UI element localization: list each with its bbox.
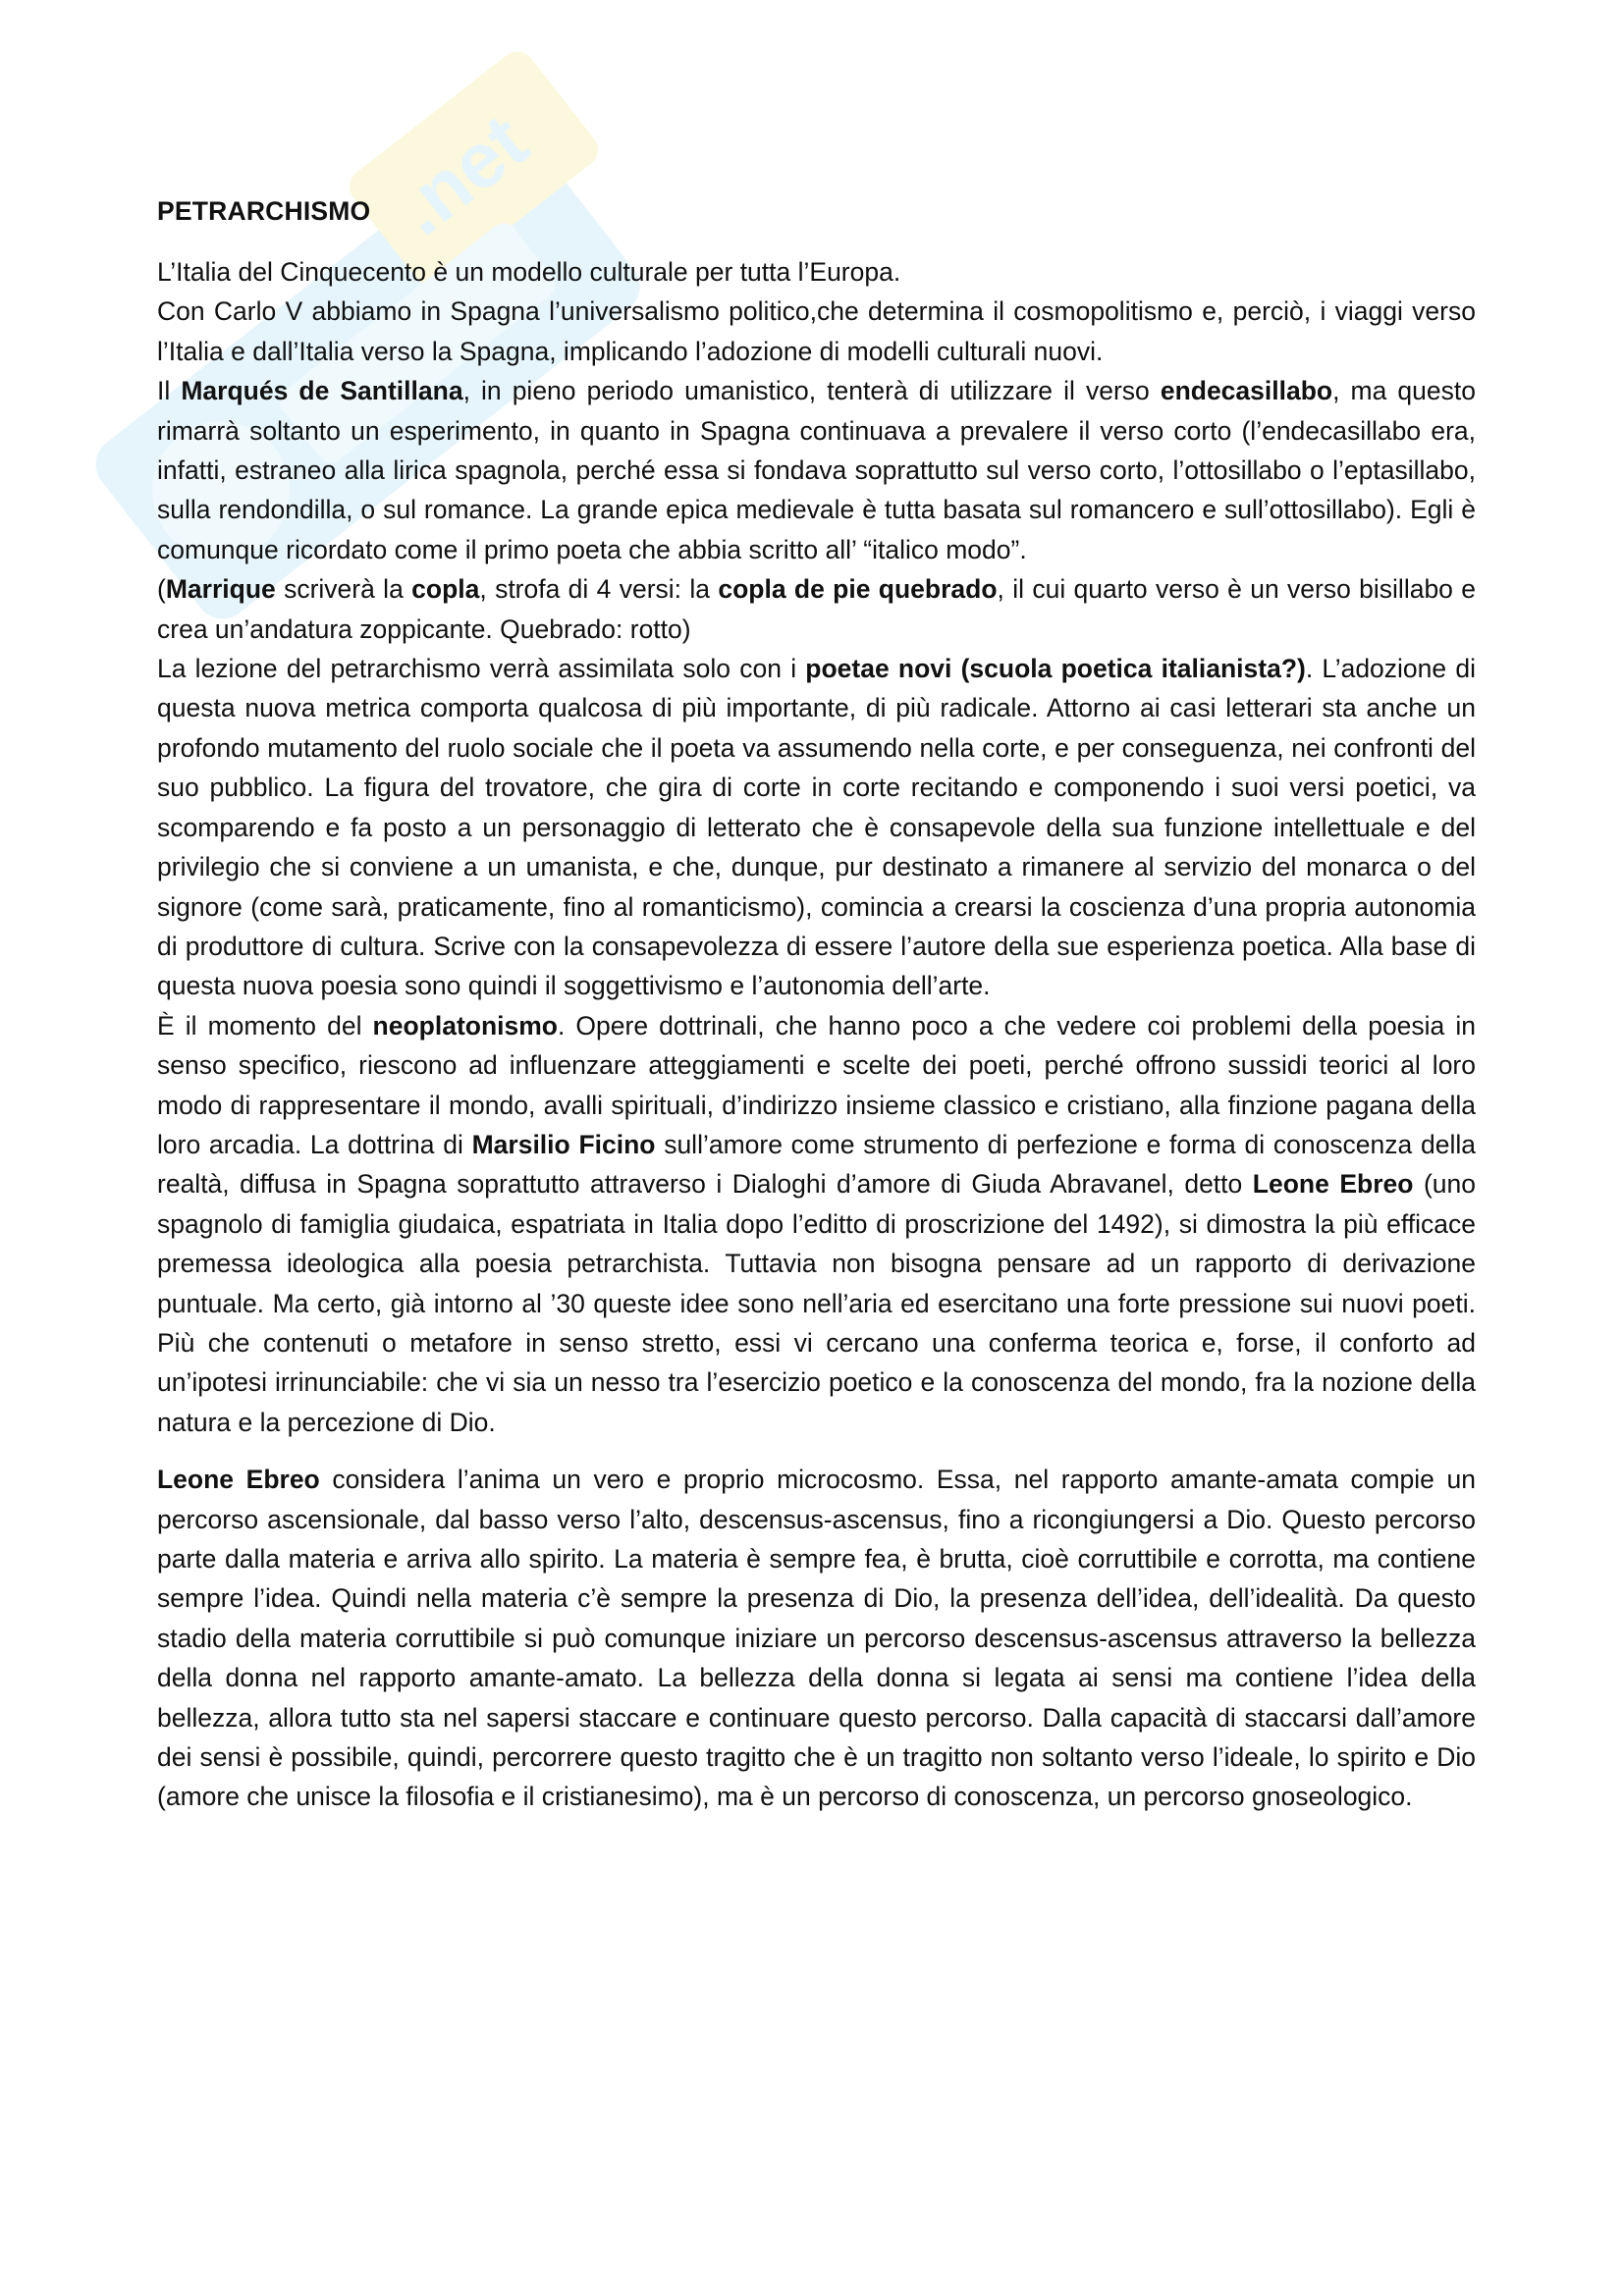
text-run: L’Italia del Cinquecento è un modello culturale per tutta l’Europa. [157, 257, 901, 287]
bold-term: Leone Ebreo [1252, 1169, 1414, 1200]
paragraph-p3 [157, 371, 1476, 569]
bold-term: Marrique [165, 574, 276, 605]
bold-term: Marsilio Ficino [471, 1129, 656, 1159]
svg-text:.net: .net [379, 97, 544, 252]
bold-term: copla de pie quebrado [718, 574, 998, 605]
text-run: È il momento del [157, 1010, 373, 1041]
text-run: scriverà la [275, 574, 412, 605]
bold-term: neoplatonismo [372, 1010, 558, 1041]
text-run: considera l’anima un vero e proprio microcosmo. Essa, nel rapporto amante-amata compie un percorso ascensionale, dal basso verso l’alto, descensus-ascensus, fino a ricongiungersi a Dio. Questo percorso parte dalla materia e arriva allo spirito. La materia è sempre fea, è brutta, cioè corruttibile e corrotta, ma contiene sempre l’idea. Quindi nella materia c’è sempre la presenza di Dio, la presenza dell’idea, dell’idealità. Da questo stadio della materia corruttibile si può comunque iniziare un percorso descensus-ascensus attraverso la bellezza della donna nel rapporto amante-amato. La bellezza della donna si legata ai sensi ma contiene l’idea della bellezza, allora tutto sta nel sapersi staccare e continuare questo percorso. Dalla capacità di staccarsi dall’amore dei sensi è possibile, quindi, percorrere questo tragitto che è un tragitto non soltanto verso l’ideale, lo spirito e Dio (amore che unisce la filosofia e il cristianesimo), ma è un percorso di conoscenza, un percorso gnoseologico. [157, 1465, 1476, 1812]
document-title: PETRARCHISMO [157, 196, 371, 226]
bold-term: Leone Ebreo [157, 1465, 320, 1495]
paragraph-p1 [157, 252, 1476, 292]
text-run: , strofa di 4 versi: la [479, 574, 719, 605]
text-run: . Opere dottrinali, che hanno poco a che vedere coi problemi della poesia in senso specifico, riescono ad influenzare atteggiamenti e scelte dei poeti, perché offrono sussidi teorici al loro modo di rappresentare il mondo, avalli spirituali, d’indirizzo insieme classico e cristiano, alla finzione pagana della loro arcadia. La dottrina di [157, 1010, 1476, 1159]
bold-term: poetae novi (scuola poetica italianista?) [805, 654, 1306, 684]
text-run: Il [157, 376, 182, 406]
bold-term: Marqués de Santillana [181, 376, 463, 406]
bold-term: endecasillabo [1160, 376, 1333, 406]
text-run: ( [157, 574, 166, 605]
paragraph-p6 [157, 1006, 1476, 1442]
text-run: La lezione del petrarchismo verrà assimilata solo con i [157, 654, 806, 684]
text-run: , ma questo rimarrà soltanto un esperimento, in quanto in Spagna continuava a prevalere il verso corto (l’endecasillabo era, infatti, estraneo alla lirica spagnola, perché essa si fondava soprattutto sul verso corto, l’ottosillabo o l’eptasillabo, sulla rendondilla, o sul romance. La grande epica medievale è tutta basata sul romancero e sull’ottosillabo). Egli è comunque ricordato come il primo poeta che abbia scritto all’ “italico modo”. [157, 376, 1476, 564]
text-run: . L’adozione di questa nuova metrica comporta qualcosa di più importante, di più radicale. Attorno ai casi letterari sta anche un profondo mutamento del ruolo sociale che il poeta va assumendo nella corte, e per conseguenza, nei confronti del suo pubblico. La figura del trovatore, che gira di corte in corte recitando e componendo i suoi versi poetici, va scomparendo e fa posto a un personaggio di letterato che è consapevole della sua funzione intellettuale e del privilegio che si conviene a un umanista, e che, dunque, pur destinato a rimanere al servizio del monarca o del signore (come sarà, praticamente, fino al romanticismo), comincia a crearsi la coscienza d’una propria autonomia di produttore di cultura. Scrive con la consapevolezza di essere l’autore della sue esperienza poetica. Alla base di questa nuova poesia sono quindi il soggettivismo e l’autonomia dell’arte. [157, 654, 1476, 1001]
bold-term: copla [411, 574, 480, 605]
paragraph-p5 [157, 649, 1476, 1006]
text-run: , il cui quarto verso è un verso bisillabo e crea un’andatura zoppicante. Quebrado: rotto) [157, 574, 1476, 644]
document-body [157, 252, 1476, 1817]
text-run: (uno spagnolo di famiglia giudaica, espatriata in Italia dopo l’editto di proscrizione del 1492), si dimostra la più efficace premessa ideologica alla poesia petrarchista. Tuttavia non bisogna pensare ad un rapporto di derivazione puntuale. Ma certo, già intorno al ’30 queste idee sono nell’aria ed esercitano una forte pressione sui nuovi poeti. Più che contenuti o metafore in senso stretto, essi vi cercano una conferma teorica e, forse, il conforto ad un’ipotesi irrinunciabile: che vi sia un nesso tra l’esercizio poetico e la conoscenza del mondo, fra la nozione della natura e la percezione di Dio. [157, 1169, 1476, 1437]
paragraph-p2 [157, 292, 1476, 371]
text-run: sull’amore come strumento di perfezione e forma di conoscenza della realtà, diffusa in Spagna soprattutto attraverso i Dialoghi d’amore di Giuda Abravanel, detto [157, 1129, 1476, 1200]
paragraph-p7 [157, 1460, 1476, 1817]
document-page [157, 191, 1476, 1817]
text-run: Con Carlo V abbiamo in Spagna l’universalismo politico,che determina il cosmopolitismo e, perciò, i viaggi verso l’Italia e dall’Italia verso la Spagna, implicando l’adozione di modelli culturali nuovi. [157, 296, 1476, 366]
paragraph-p4 [157, 569, 1476, 649]
text-run: , in pieno periodo umanistico, tenterà di utilizzare il verso [462, 376, 1161, 406]
